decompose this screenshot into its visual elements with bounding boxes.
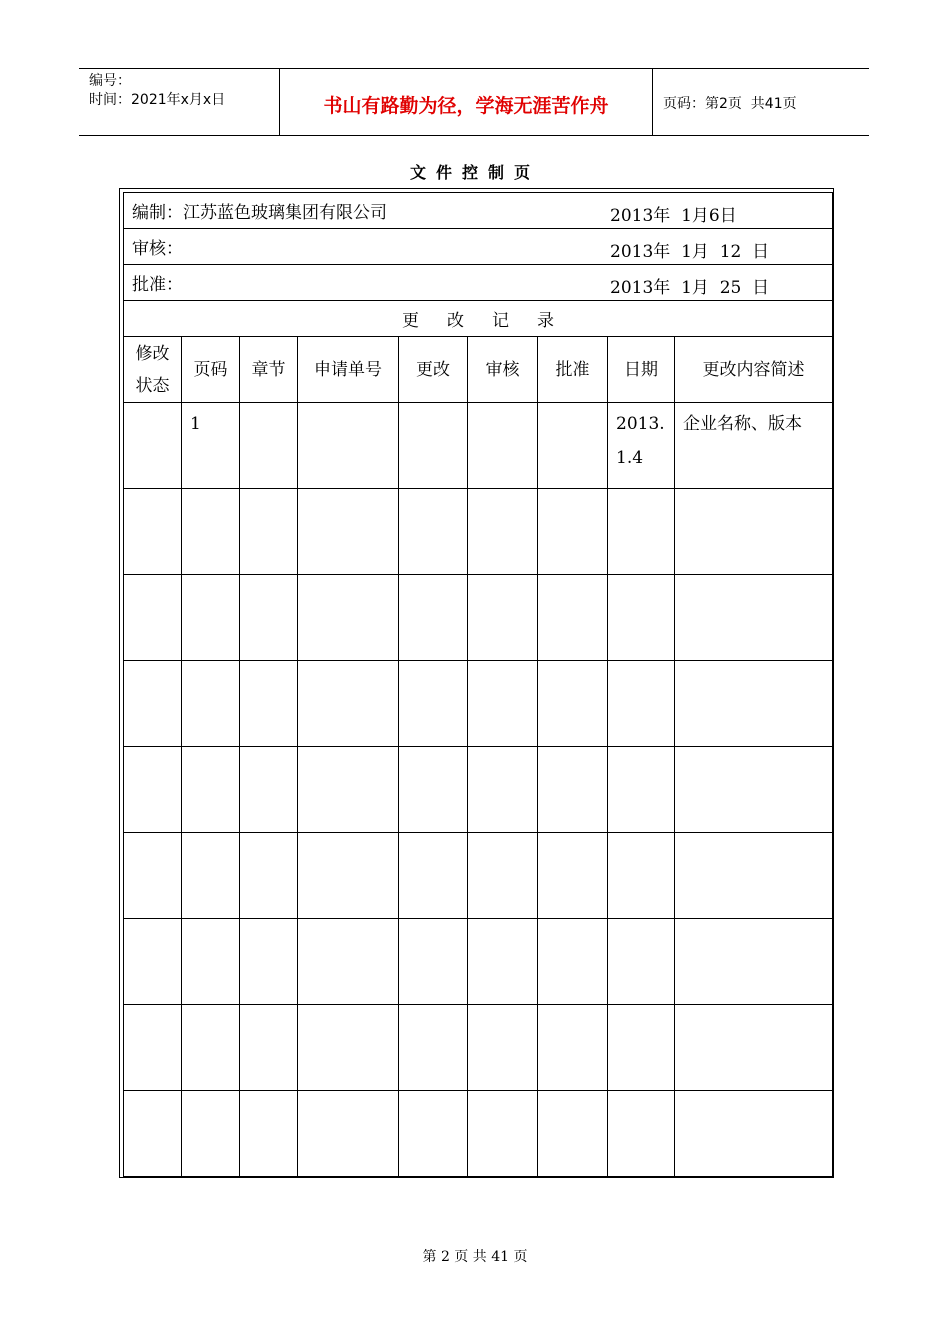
table-cell	[468, 1091, 538, 1177]
table-cell	[124, 575, 182, 661]
table-cell	[124, 1005, 182, 1091]
info-row-approve	[124, 265, 833, 301]
table-row	[124, 403, 833, 489]
table-cell	[399, 919, 468, 1005]
table-cell	[298, 1091, 399, 1177]
table-cell	[399, 1091, 468, 1177]
table-cell	[538, 919, 608, 1005]
table-cell: 2013.1.4	[608, 403, 675, 489]
table-cell	[608, 919, 675, 1005]
table-cell	[399, 747, 468, 833]
table-cell	[399, 575, 468, 661]
table-cell	[124, 747, 182, 833]
document-time-label: 时间：2021年x月x日	[89, 92, 226, 108]
table-cell	[298, 919, 399, 1005]
table-cell: 企业名称、版本	[675, 403, 833, 489]
table-cell	[538, 661, 608, 747]
column-header: 审核	[468, 337, 538, 403]
table-cell	[240, 661, 298, 747]
table-row	[124, 1091, 833, 1177]
approve-label: 批准：	[132, 275, 183, 295]
column-header: 页码	[182, 337, 240, 403]
table-cell	[182, 747, 240, 833]
table-cell	[608, 489, 675, 575]
document-number-label: 编号：	[89, 73, 131, 89]
table-cell	[399, 833, 468, 919]
table-cell	[468, 1005, 538, 1091]
column-header-row	[124, 337, 833, 403]
table-row	[124, 575, 833, 661]
table-cell	[240, 403, 298, 489]
change-record-title-row	[124, 301, 833, 337]
table-cell	[298, 575, 399, 661]
table-cell	[468, 919, 538, 1005]
table-cell	[298, 489, 399, 575]
table-cell	[298, 403, 399, 489]
table-cell	[468, 403, 538, 489]
page-header	[79, 68, 869, 136]
table-cell	[675, 919, 833, 1005]
header-motto: 书山有路勤为径，学海无涯苦作舟	[280, 69, 653, 135]
table-cell	[538, 575, 608, 661]
table-cell	[468, 747, 538, 833]
table-cell	[298, 747, 399, 833]
approve-date: 2013年 1月 25 日	[610, 278, 770, 298]
table-cell	[608, 575, 675, 661]
table-cell	[675, 575, 833, 661]
table-cell	[124, 661, 182, 747]
table-cell	[298, 833, 399, 919]
table-row	[124, 747, 833, 833]
table-cell: 1	[182, 403, 240, 489]
table-row	[124, 1005, 833, 1091]
table-row	[124, 833, 833, 919]
table-row	[124, 489, 833, 575]
table-cell	[240, 747, 298, 833]
table-cell	[608, 747, 675, 833]
table-cell	[675, 489, 833, 575]
table-cell	[608, 1005, 675, 1091]
column-header: 更改	[399, 337, 468, 403]
table-cell	[468, 661, 538, 747]
table-cell	[468, 833, 538, 919]
column-header: 修改状态	[124, 337, 182, 403]
column-header: 更改内容简述	[675, 337, 833, 403]
table-cell	[675, 1091, 833, 1177]
table-cell	[240, 1091, 298, 1177]
table-cell	[240, 489, 298, 575]
header-page-number: 页码：第2页 共41页	[663, 96, 797, 112]
table-row	[124, 919, 833, 1005]
table-cell	[468, 575, 538, 661]
document-title: 文件控制页	[409, 163, 540, 182]
table-cell	[468, 489, 538, 575]
edit-date: 2013年 1月6日	[610, 206, 737, 226]
table-cell	[240, 919, 298, 1005]
table-cell	[124, 403, 182, 489]
table-row	[124, 661, 833, 747]
table-cell	[182, 833, 240, 919]
change-record-title: 更改记录	[124, 301, 833, 337]
table-cell	[675, 1005, 833, 1091]
table-cell	[182, 661, 240, 747]
table-cell	[182, 1091, 240, 1177]
table-cell	[240, 1005, 298, 1091]
info-row-edit	[124, 193, 833, 229]
table-cell	[538, 1005, 608, 1091]
table-cell	[124, 489, 182, 575]
column-header: 批准	[538, 337, 608, 403]
table-cell	[240, 575, 298, 661]
table-cell	[124, 833, 182, 919]
table-cell	[399, 661, 468, 747]
file-control-table	[119, 188, 834, 1178]
table-cell	[608, 1091, 675, 1177]
table-cell	[399, 403, 468, 489]
column-header: 日期	[608, 337, 675, 403]
table-cell	[538, 489, 608, 575]
table-cell	[675, 833, 833, 919]
table-cell	[298, 1005, 399, 1091]
column-header: 章节	[240, 337, 298, 403]
table-cell	[182, 919, 240, 1005]
table-cell	[399, 489, 468, 575]
table-cell	[298, 661, 399, 747]
table-cell	[675, 747, 833, 833]
review-label: 审核：	[132, 239, 183, 259]
info-row-review	[124, 229, 833, 265]
table-cell	[608, 833, 675, 919]
table-cell	[675, 661, 833, 747]
table-cell	[182, 489, 240, 575]
table-cell	[538, 1091, 608, 1177]
table-cell	[124, 1091, 182, 1177]
table-cell	[182, 1005, 240, 1091]
review-date: 2013年 1月 12 日	[610, 242, 770, 262]
table-cell	[608, 661, 675, 747]
table-cell	[538, 833, 608, 919]
table-cell	[124, 919, 182, 1005]
table-cell	[240, 833, 298, 919]
header-meta	[79, 69, 280, 135]
table-cell	[538, 747, 608, 833]
table-cell	[399, 1005, 468, 1091]
table-cell	[182, 575, 240, 661]
table-cell	[538, 403, 608, 489]
column-header: 申请单号	[298, 337, 399, 403]
page-footer: 第 2 页 共 41 页	[422, 1249, 528, 1265]
edit-label: 编制：江苏蓝色玻璃集团有限公司	[132, 203, 387, 223]
